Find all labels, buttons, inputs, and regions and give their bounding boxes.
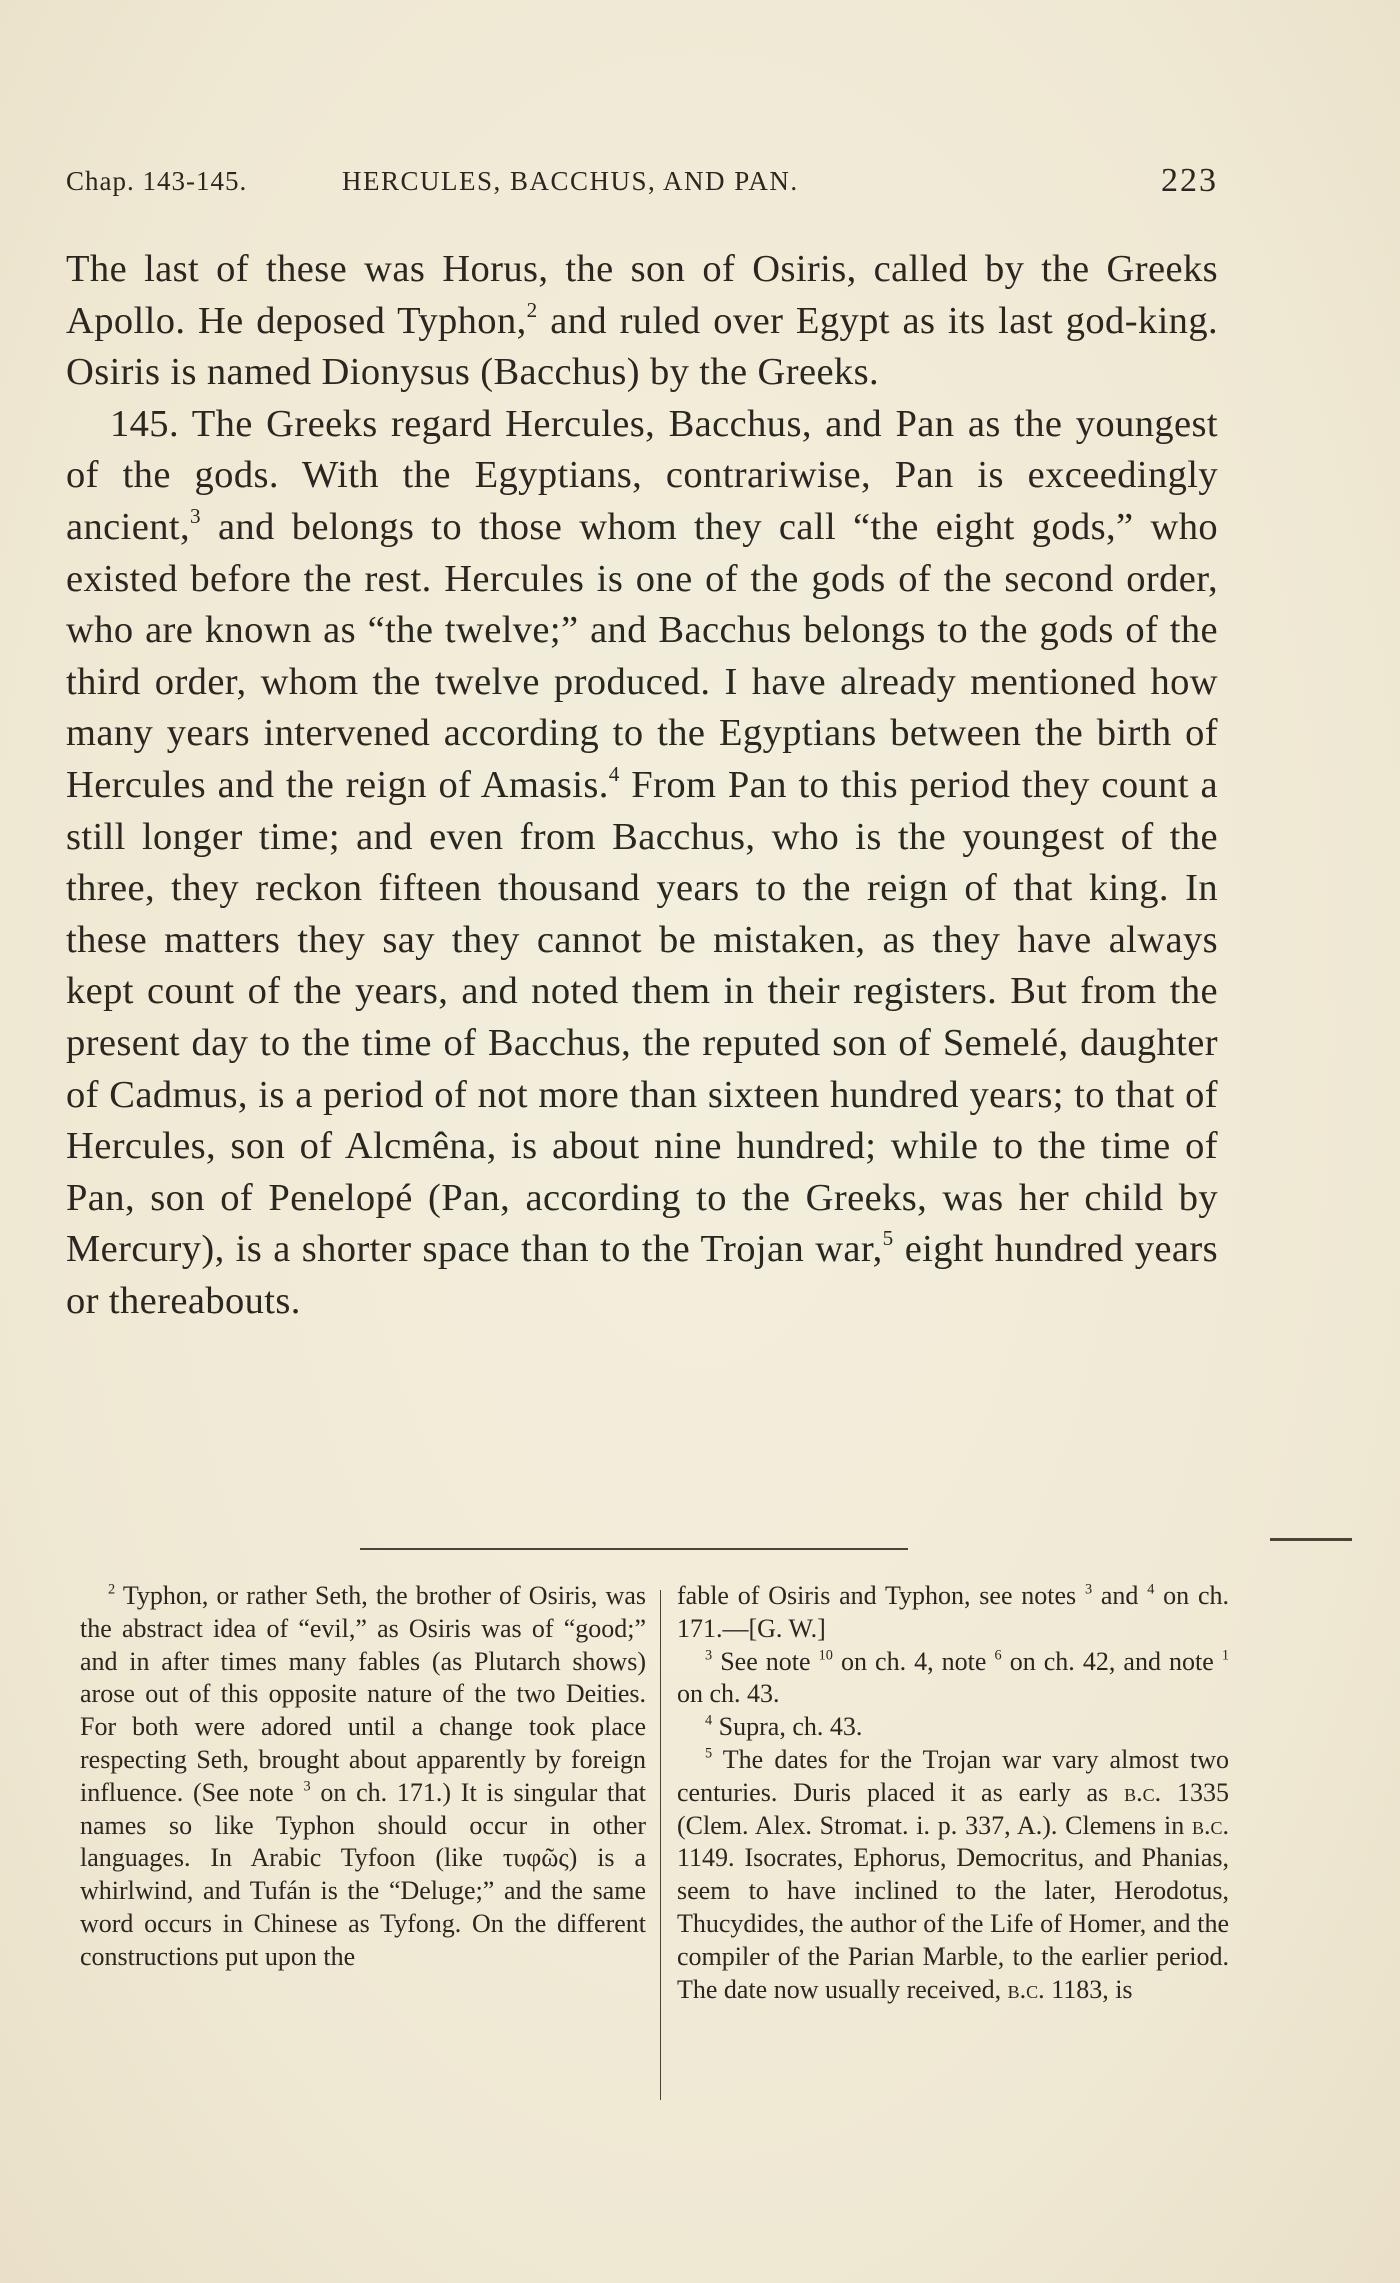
footnote-ref-4[interactable]: 4: [608, 762, 620, 787]
footnote-ref-3[interactable]: 3: [189, 504, 201, 529]
header-chapter: Chap. 143-145.: [66, 166, 248, 196]
margin-mark: [1270, 1538, 1352, 1541]
header-title: HERCULES, BACCHUS, AND PAN.: [342, 166, 799, 196]
footnote-5: $^5$ The dates for the Trojan war vary almost two centuries. Duris placed it as early as b.c. 1335 (Clem. Alex. Stromat. i. p. 337, A.). Clemens in b.c. 1149. Isocrates, Ephorus, Democritus, and Phanias, seem to have inclined to the later, Herodotus, Thucydides, the author of the Life of Homer, and the compiler of the Parian Marble, to the earlier period. The date now usually received, b.c. 1183, is: [677, 1744, 1229, 2004]
footnote-ref-2[interactable]: 2: [526, 297, 538, 322]
footnote-4: $^4$ Supra, ch. 43.: [705, 1712, 863, 1742]
footnote-2-continued: fable of Osiris and Typhon, see notes $^3$ and $^4$ on ch. 171.—[G. W.]: [677, 1581, 1229, 1643]
footnote-ref-5[interactable]: 5: [882, 1226, 894, 1251]
main-text: [66, 244, 1218, 1327]
footnote-2: $^2$ Typhon, or rather Seth, the brother of Osiris, was the abstract idea of “evil,” as Osiris was of “good;” and in after times many fables (as Plutarch shows) arose out of this opposite nature of the two Deities. For both were adored until a change took place respecting Seth, brought about apparently by foreign influence. (See note $^3$ on ch. 171.) It is singular that names so like Typhon should occur in other languages. In Arabic Tyfoon (like τυφῶς) is a whirlwind, and Tufán is the “Deluge;” and the same word occurs in Chinese as Tyfong. On the different constructions put upon the: [80, 1581, 646, 1971]
footnotes-right-column: [677, 1580, 1229, 2006]
column-separator: [660, 1590, 661, 2100]
footnotes-left-column: [80, 1580, 646, 1974]
paragraph-horus: The last of these was Horus, the son of Osiris, called by the Greeks Apollo. He deposed Typhon,$^2$ and ruled over Egypt as its last god-king. Osiris is named Dionysus (Bacchus) by the Greeks.: [66, 248, 1218, 394]
footnote-rule: [360, 1548, 908, 1550]
running-header: [66, 162, 1218, 206]
page-number: 223: [1161, 162, 1218, 199]
paragraph-145: 145. The Greeks regard Hercules, Bacchus, and Pan as the youngest of the gods. With the Egyptians, contrariwise, Pan is exceedingly ancient,$^3$ and belongs to those whom they call “the eight gods,” who existed before the rest. Hercules is one of the gods of the second order, who are known as “the twelve;” and Bacchus belongs to the gods of the third order, whom the twelve produced. I have already mentioned how many years intervened according to the Egyptians between the birth of Hercules and the reign of Amasis.$^4$ From Pan to this period they count a still longer time; and even from Bacchus, who is the youngest of the three, they reckon fifteen thousand years to the reign of that king. In these matters they say they cannot be mistaken, as they have always kept count of the years, and noted them in their registers. But from the present day to the time of Bacchus, the reputed son of Semelé, daughter of Cadmus, is a period of not more than sixteen hundred years; to that of Hercules, son of Alcmêna, is about nine hundred; while to the time of Pan, son of Penelopé (Pan, according to the Greeks, was her child by Mercury), is a shorter space than to the Trojan war,$^5$ eight hundred years or thereabouts.: [66, 402, 1219, 1322]
footnote-3: $^3$ See note $^{10}$ on ch. 4, note $^6$ on ch. 42, and note $^1$ on ch. 43.: [677, 1646, 1229, 1709]
